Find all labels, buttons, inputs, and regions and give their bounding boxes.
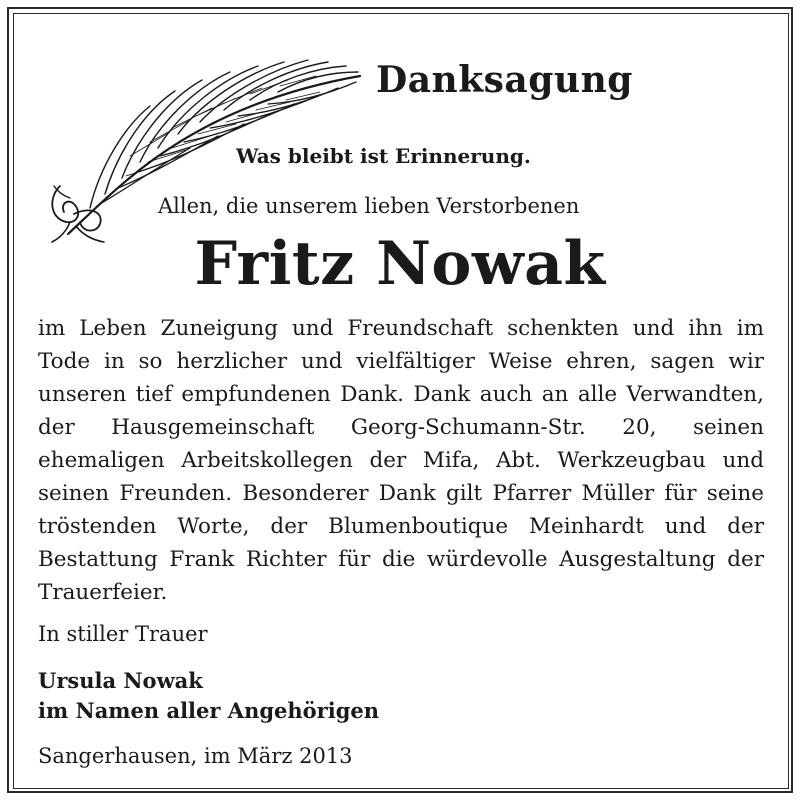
deceased-name: Fritz Nowak (194, 229, 606, 299)
motto: Was bleibt ist Erinnerung. (236, 144, 531, 168)
closing-line: In stiller Trauer (38, 622, 208, 646)
signature-block (38, 666, 379, 726)
notice-title: Danksagung (376, 59, 633, 101)
body-text: im Leben Zuneigung und Freundschaft schenkten und ihn im Tode in so herzlicher und vielfältiger Weise ehren, sagen wir unseren tief empfundenen Dank. Dank auch an alle Verwandten, der Hausgemeinschaft Georg-Schumann-Str. 20, seinen ehemaligen Arbeitskollegen der Mifa, Abt. Werkzeugbau und seinen Freunden. Besonderer Dank gilt Pfarrer Müller für seine tröstenden Worte, der Blumenboutique Meinhardt und der Bestattung Frank Richter für die würdevolle Ausgestaltung der Trauerfeier. (38, 316, 764, 605)
place-date: Sangerhausen, im März 2013 (38, 744, 353, 768)
signer-line: im Namen aller Angehörigen (38, 698, 380, 723)
signer-name: Ursula Nowak (38, 668, 203, 693)
intro-line: Allen, die unserem lieben Verstorbenen (158, 194, 580, 218)
